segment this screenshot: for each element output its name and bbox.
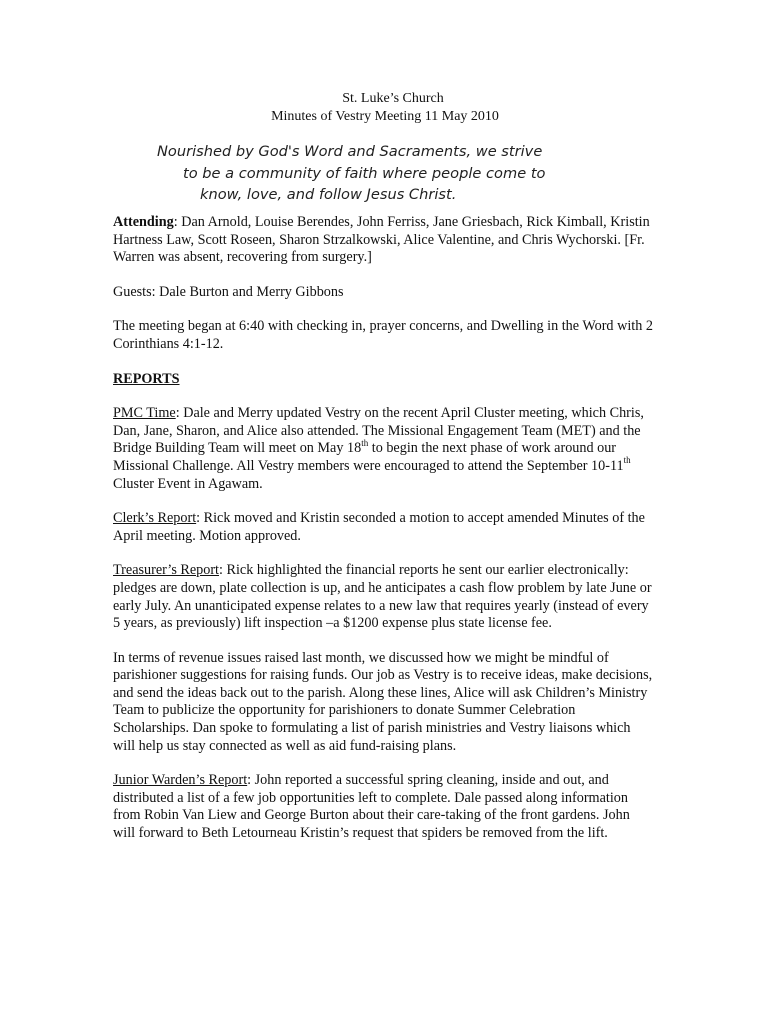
meeting-title: Minutes of Vestry Meeting 11 May 2010: [271, 109, 499, 124]
pmc-paragraph: [113, 405, 653, 493]
junior-warden-paragraph: [113, 772, 653, 842]
pmc-text-1: : Dale and Merry updated Vestry on the recent April Cluster meeting, which Chris, Dan, Jane, Sharon, and Alice also attended. The Missional Engagement Team (MET) and the Bridge Building Team will meet on May 18: [113, 405, 644, 457]
opening-paragraph: The meeting began at 6:40 with checking in, prayer concerns, and Dwelling in the Word with 2 Corinthians 4:1-12.: [113, 318, 653, 352]
reports-heading: REPORTS: [113, 370, 180, 387]
treasurer-text: : Rick highlighted the financial reports he sent our earlier electronically: pledges are down, plate collection is up, and he anticipates a cash flow problem by late June or early July. An unanticipated expense relates to a new law that requires yearly (instead of every 5 years, as previously) lift inspection –a $1200 expense plus state license fee.: [113, 562, 652, 632]
pmc-sup-1: th: [361, 437, 369, 448]
revenue-paragraph: In terms of revenue issues raised last month, we discussed how we might be mindful of parishioner suggestions for raising funds. Our job as Vestry is to receive ideas, make decisions, and send the ideas back out to the parish. Along these lines, Alice will ask Children’s Ministry Team to publicize the opportunity for parishioners to donate Summer Celebration Scholarships. Dan spoke to formulating a list of parish ministries and Vestry liaisons which will help us stay connected as well as aid fund-raising plans.: [113, 649, 653, 754]
guests-paragraph: Guests: Dale Burton and Merry Gibbons: [113, 283, 344, 300]
church-name: St. Luke’s Church: [342, 91, 444, 106]
junior-warden-text: : John reported a successful spring cleaning, inside and out, and distributed a list of a few job opportunities left to complete. Dale passed along information from Robin Van Liew and George Burton about their care-taking of the front gardens. John will forward to Beth Letourneau Kristin’s request that spiders be removed from the lift.: [113, 772, 630, 842]
junior-warden-label: Junior Warden’s Report: [113, 772, 248, 789]
treasurer-paragraph: [113, 562, 653, 632]
treasurer-label: Treasurer’s Report: [113, 562, 219, 579]
attending-text: : Dan Arnold, Louise Berendes, John Ferriss, Jane Griesbach, Rick Kimball, Kristin Hartness Law, Scott Roseen, Sharon Strzalkowski, Alice Valentine, and Chris Wychorski. [Fr. Warren was absent, recovering from surgery.]: [113, 214, 650, 266]
motto-line-1: Nourished by God's Word and Sacraments, we strive: [157, 143, 543, 160]
attending-paragraph: [113, 214, 653, 267]
clerk-text: : Rick moved and Kristin seconded a motion to accept amended Minutes of the April meeting. Motion approved.: [113, 510, 645, 544]
pmc-text-2: to begin the next phase of work around our Missional Challenge. All Vestry members were encouraged to attend the September 10-11: [113, 440, 624, 474]
clerk-paragraph: [113, 510, 653, 545]
motto-line-2: to be a community of faith where people come to: [183, 164, 546, 182]
pmc-text-3: Cluster Event in Agawam.: [113, 475, 263, 492]
motto-line-3: know, love, and follow Jesus Christ.: [200, 186, 457, 203]
mission-statement: [0, 141, 768, 206]
attending-label: Attending: [113, 214, 174, 230]
pmc-sup-2: th: [623, 455, 631, 466]
minutes-body: [113, 214, 653, 860]
pmc-label: PMC Time: [113, 405, 176, 422]
clerk-label: Clerk’s Report: [113, 510, 197, 527]
document-header: [0, 90, 768, 126]
